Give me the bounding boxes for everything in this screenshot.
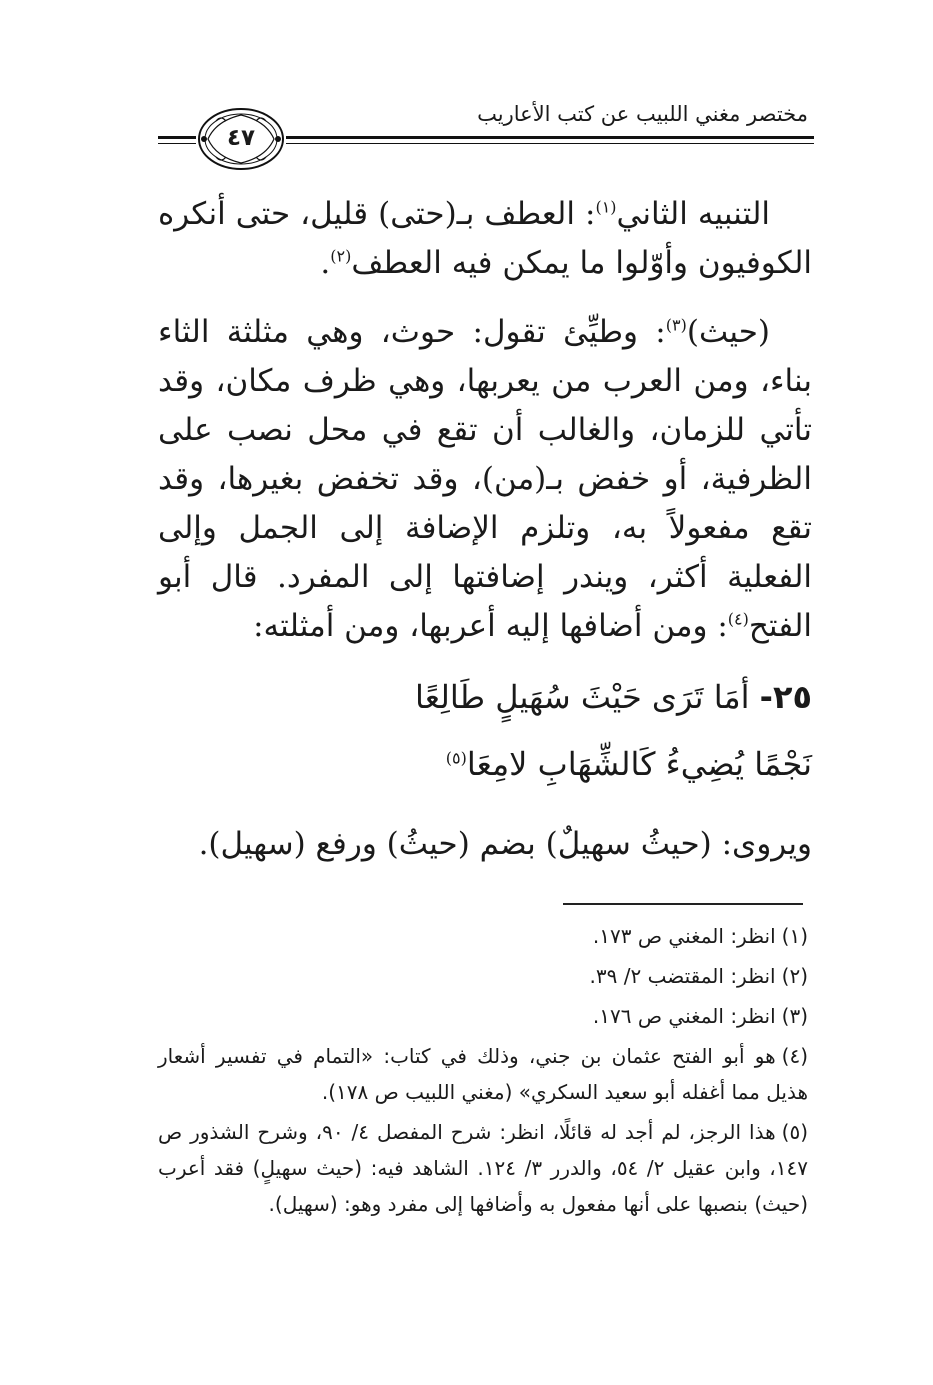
header-rule-left <box>158 136 196 139</box>
main-text <box>158 190 812 651</box>
text-run: التنبيه الثاني <box>616 196 770 232</box>
footnote-4 <box>158 1038 808 1110</box>
variant-reading: ويروى: (حيثُ سهيلٌ) بضم (حيثُ) ورفع (سهيل). <box>198 826 812 862</box>
verse-text: أمَا تَرَى حَيْثَ سُهَيلٍ طَالِعًا <box>414 678 750 716</box>
text-run: : وطيِّئ تقول: حوث، وهي مثلثة الثاء بناء، ومن العرب من يعربها، وهي ظرف مكان، وقد تأتي للزمان، والغالب أن تقع في محل نصب على الظرفية، أو خفض بـ(من)، وقد تخفض بغيرها، وقد تقع مفعولاً به، وتلزم الإضافة إلى الجمل وإلى الفعلية أكثر، ويندر إضافتها إلى المفرد. قال أبو الفتح <box>158 314 812 644</box>
footnote-2 <box>158 958 808 994</box>
page-header <box>158 92 814 172</box>
footnote-text: انظر: المغني ص ١٧٦. <box>592 1004 776 1028</box>
text-run: : ومن أضافها إليه أعربها، ومن أمثلته: <box>253 608 728 644</box>
footnote-number: (٥) <box>781 1120 808 1144</box>
text-run: : العطف بـ(حتى) قليل، حتى أنكره الكوفيون وأوّلوا ما يمكن فيه العطف <box>158 196 812 281</box>
verse-number: ٢٥- <box>759 678 812 716</box>
text-run: . <box>320 245 331 281</box>
header-rule-thin <box>286 143 814 144</box>
running-title: مختصر مغني اللبيب عن كتب الأعاريب <box>477 102 808 126</box>
paragraph-tanbih <box>158 190 812 288</box>
verse-line-2 <box>446 745 812 783</box>
footnote-3 <box>158 998 808 1034</box>
header-rule <box>286 136 814 139</box>
footnote-separator <box>563 903 803 905</box>
footnote-number: (٤) <box>781 1044 808 1068</box>
footnote-ref-2[interactable]: (٢) <box>330 246 352 266</box>
paragraph-haythu <box>158 308 812 651</box>
footnote-1 <box>158 918 808 954</box>
footnote-ref-3[interactable]: (٣) <box>665 315 687 335</box>
footnote-text: هو أبو الفتح عثمان بن جني، وذلك في كتاب: «التمام في تفسير أشعار هذيل مما أغفله أبو سعيد السكري» (مغني اللبيب ص ١٧٨). <box>158 1044 808 1104</box>
text-run: (حيث) <box>686 314 770 350</box>
footnote-text: انظر: المغني ص ١٧٣. <box>592 924 776 948</box>
footnote-5 <box>158 1114 808 1222</box>
footnote-number: (١) <box>781 924 808 948</box>
footnote-ref-1[interactable]: (١) <box>595 197 617 217</box>
header-rule-left-thin <box>158 143 196 144</box>
footnote-ref-4[interactable]: (٤) <box>727 609 749 629</box>
footnotes <box>158 918 808 1226</box>
footnote-text: هذا الرجز، لم أجد له قائلًا، انظر: شرح المفصل ٤/ ٩٠، وشرح الشذور ص ١٤٧، وابن عقيل ٢/ ٥٤، والدرر ٣/ ١٢٤. الشاهد فيه: (حيث سهيلٍ) فقد أعرب (حيث) بنصبها على أنها مفعول به وأضافها إلى مفرد وهو: (سهيل). <box>158 1120 808 1216</box>
footnote-text: انظر: المقتضب ٢/ ٣٩. <box>589 964 776 988</box>
page-number: ٤٧ <box>226 125 256 151</box>
footnote-number: (٢) <box>781 964 808 988</box>
verse-text: نَجْمًا يُضِيءُ كَالشِّهَابِ لامِعَا <box>466 745 812 783</box>
footnote-number: (٣) <box>781 1004 808 1028</box>
page-number-ornament <box>196 101 286 177</box>
footnote-ref-5[interactable]: (٥) <box>445 748 467 768</box>
verse-line-1 <box>415 678 812 716</box>
